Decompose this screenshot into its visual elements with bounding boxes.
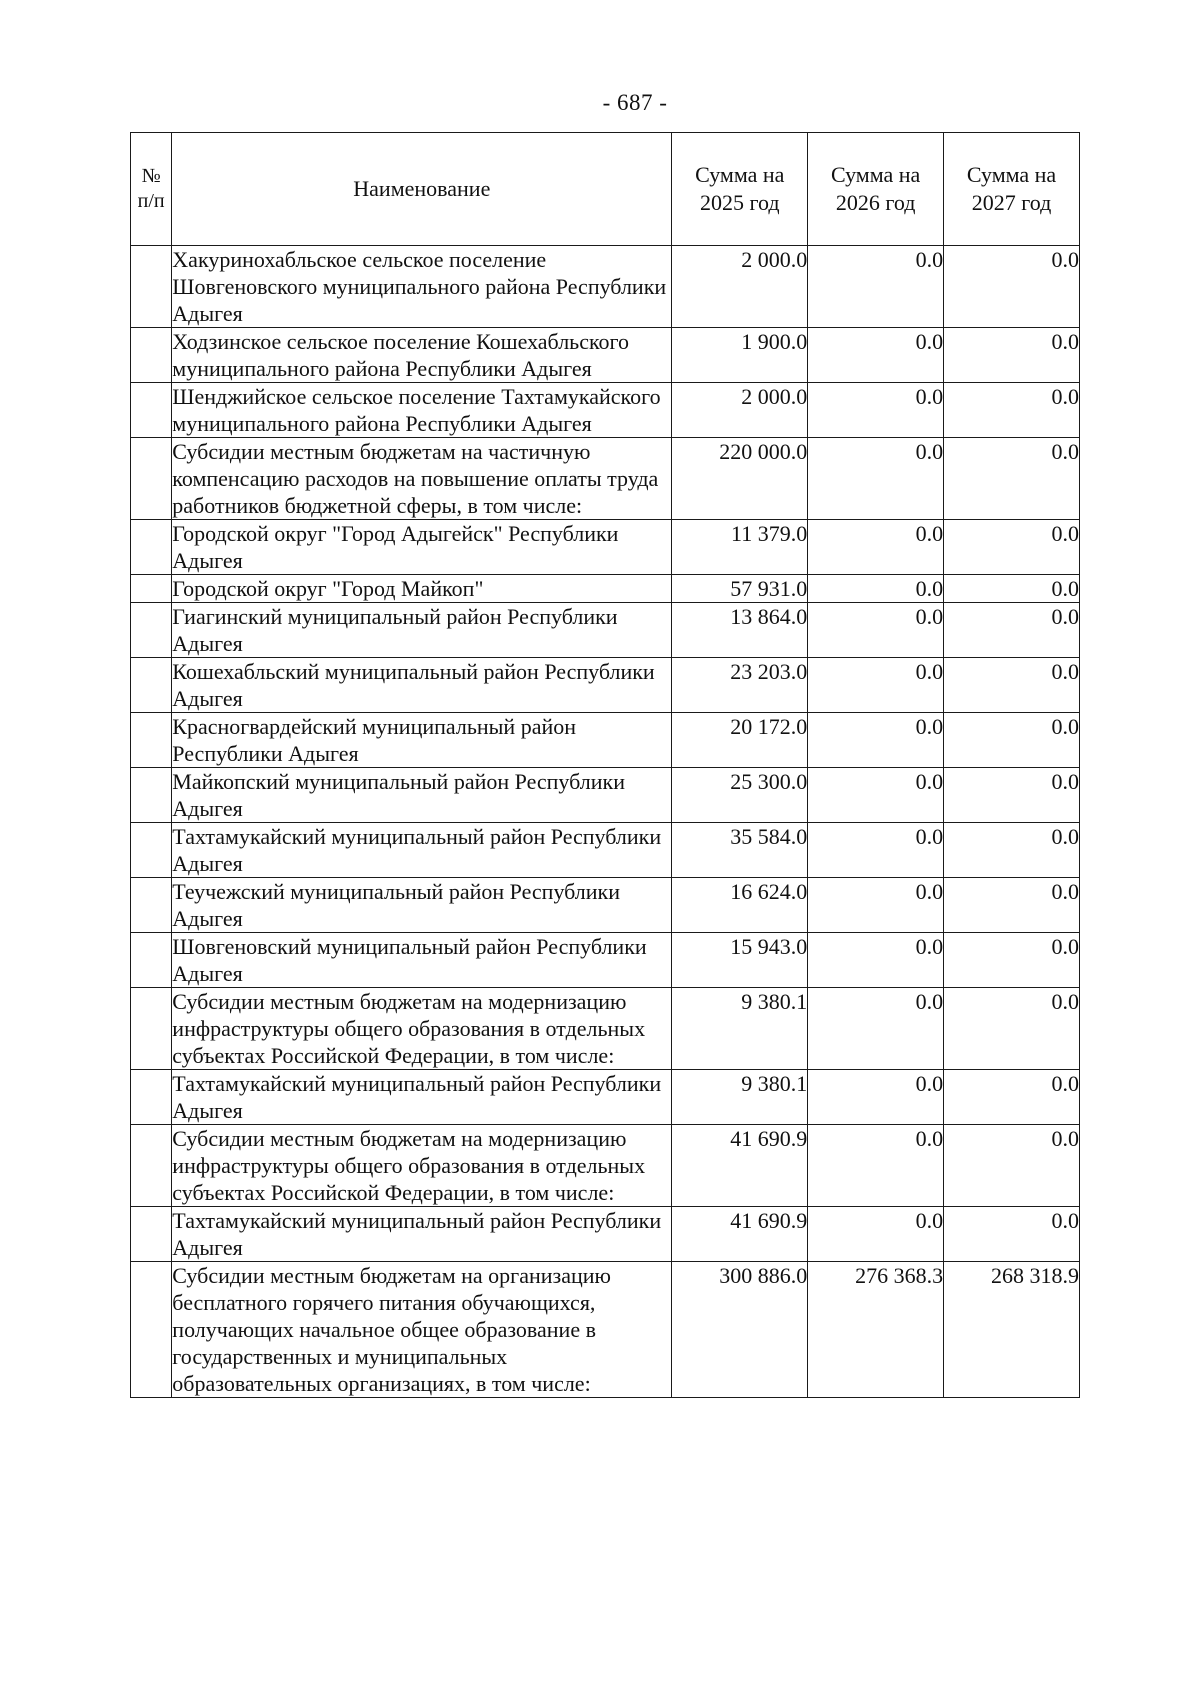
row-name-cell: Теучежский муниципальный район Республики Адыгея — [172, 878, 672, 933]
row-number-cell — [131, 520, 172, 575]
row-amount-2027: 0.0 — [944, 823, 1080, 878]
row-name-cell: Субсидии местным бюджетам на модернизацию инфраструктуры общего образования в отдельных субъектах Российской Федерации, в том числе: — [172, 1125, 672, 1207]
row-amount-2027: 0.0 — [944, 658, 1080, 713]
row-amount-2025: 20 172.0 — [672, 713, 808, 768]
row-amount-2026: 0.0 — [808, 658, 944, 713]
row-amount-2026: 0.0 — [808, 713, 944, 768]
row-amount-2025: 220 000.0 — [672, 438, 808, 520]
page-number: - 687 - — [602, 90, 668, 115]
row-amount-2026: 0.0 — [808, 1070, 944, 1125]
table-row — [131, 823, 1080, 878]
row-number-cell — [131, 1207, 172, 1262]
row-number-cell — [131, 768, 172, 823]
row-number-cell — [131, 713, 172, 768]
row-number-cell — [131, 1070, 172, 1125]
header-2026: Сумма на 2026 год — [808, 133, 944, 246]
row-number-cell — [131, 246, 172, 328]
table-row — [131, 768, 1080, 823]
header-2027: Сумма на 2027 год — [944, 133, 1080, 246]
row-amount-2027: 0.0 — [944, 768, 1080, 823]
row-number-cell — [131, 575, 172, 603]
row-amount-2027: 0.0 — [944, 713, 1080, 768]
row-name-cell: Субсидии местным бюджетам на частичную компенсацию расходов на повышение оплаты труда работников бюджетной сферы, в том числе: — [172, 438, 672, 520]
row-amount-2027: 0.0 — [944, 438, 1080, 520]
row-amount-2027: 0.0 — [944, 328, 1080, 383]
row-name-cell: Городской округ "Город Адыгейск" Республики Адыгея — [172, 520, 672, 575]
row-number-cell — [131, 603, 172, 658]
table-row — [131, 1125, 1080, 1207]
row-number-cell — [131, 1125, 172, 1207]
row-amount-2025: 9 380.1 — [672, 1070, 808, 1125]
row-amount-2027: 0.0 — [944, 933, 1080, 988]
row-name-cell: Тахтамукайский муниципальный район Республики Адыгея — [172, 1070, 672, 1125]
table-row — [131, 438, 1080, 520]
row-amount-2026: 0.0 — [808, 438, 944, 520]
budget-table — [130, 132, 1080, 1398]
table-row — [131, 383, 1080, 438]
row-amount-2026: 0.0 — [808, 575, 944, 603]
row-number-cell — [131, 438, 172, 520]
header-2025: Сумма на 2025 год — [672, 133, 808, 246]
row-amount-2025: 1 900.0 — [672, 328, 808, 383]
row-amount-2025: 11 379.0 — [672, 520, 808, 575]
header-name: Наименование — [172, 133, 672, 246]
row-amount-2026: 0.0 — [808, 1125, 944, 1207]
table-row — [131, 575, 1080, 603]
header-num: № п/п — [131, 133, 172, 246]
row-amount-2026: 0.0 — [808, 933, 944, 988]
row-amount-2025: 15 943.0 — [672, 933, 808, 988]
row-amount-2027: 0.0 — [944, 1070, 1080, 1125]
row-name-cell: Тахтамукайский муниципальный район Республики Адыгея — [172, 823, 672, 878]
row-number-cell — [131, 823, 172, 878]
row-amount-2026: 0.0 — [808, 603, 944, 658]
table-row — [131, 713, 1080, 768]
row-amount-2026: 276 368.3 — [808, 1262, 944, 1398]
row-amount-2026: 0.0 — [808, 988, 944, 1070]
row-amount-2026: 0.0 — [808, 823, 944, 878]
row-amount-2026: 0.0 — [808, 1207, 944, 1262]
row-amount-2027: 0.0 — [944, 575, 1080, 603]
row-number-cell — [131, 658, 172, 713]
table-row — [131, 988, 1080, 1070]
row-amount-2025: 300 886.0 — [672, 1262, 808, 1398]
row-name-cell: Хакуринохабльское сельское поселение Шовгеновского муниципального района Республики Адыгея — [172, 246, 672, 328]
table-row — [131, 246, 1080, 328]
row-name-cell: Шовгеновский муниципальный район Республики Адыгея — [172, 933, 672, 988]
row-amount-2025: 25 300.0 — [672, 768, 808, 823]
row-name-cell: Майкопский муниципальный район Республики Адыгея — [172, 768, 672, 823]
row-amount-2027: 0.0 — [944, 1207, 1080, 1262]
row-name-cell: Кошехабльский муниципальный район Республики Адыгея — [172, 658, 672, 713]
table-body — [131, 246, 1080, 1398]
table-header — [131, 133, 1080, 246]
table-row — [131, 520, 1080, 575]
row-amount-2025: 16 624.0 — [672, 878, 808, 933]
row-amount-2027: 268 318.9 — [944, 1262, 1080, 1398]
row-amount-2027: 0.0 — [944, 878, 1080, 933]
row-amount-2025: 23 203.0 — [672, 658, 808, 713]
header-row — [131, 133, 1080, 246]
row-name-cell: Гиагинский муниципальный район Республики Адыгея — [172, 603, 672, 658]
row-name-cell: Шенджийское сельское поселение Тахтамукайского муниципального района Республики Адыгея — [172, 383, 672, 438]
row-number-cell — [131, 933, 172, 988]
row-amount-2027: 0.0 — [944, 246, 1080, 328]
row-name-cell: Красногвардейский муниципальный район Республики Адыгея — [172, 713, 672, 768]
row-number-cell — [131, 878, 172, 933]
row-amount-2025: 2 000.0 — [672, 246, 808, 328]
row-name-cell: Субсидии местным бюджетам на организацию бесплатного горячего питания обучающихся, получающих начальное общее образование в государственных и муниципальных образовательных организациях, в том числе: — [172, 1262, 672, 1398]
table-row — [131, 1207, 1080, 1262]
row-amount-2027: 0.0 — [944, 383, 1080, 438]
row-amount-2025: 35 584.0 — [672, 823, 808, 878]
row-number-cell — [131, 1262, 172, 1398]
table-row — [131, 328, 1080, 383]
row-amount-2025: 57 931.0 — [672, 575, 808, 603]
row-amount-2026: 0.0 — [808, 520, 944, 575]
row-amount-2026: 0.0 — [808, 246, 944, 328]
row-number-cell — [131, 988, 172, 1070]
row-amount-2027: 0.0 — [944, 603, 1080, 658]
row-name-cell: Субсидии местным бюджетам на модернизацию инфраструктуры общего образования в отдельных субъектах Российской Федерации, в том числе: — [172, 988, 672, 1070]
row-amount-2026: 0.0 — [808, 328, 944, 383]
row-amount-2026: 0.0 — [808, 878, 944, 933]
row-name-cell: Ходзинское сельское поселение Кошехабльского муниципального района Республики Адыгея — [172, 328, 672, 383]
row-amount-2026: 0.0 — [808, 383, 944, 438]
row-number-cell — [131, 328, 172, 383]
table-row — [131, 1070, 1080, 1125]
row-amount-2025: 2 000.0 — [672, 383, 808, 438]
table-row — [131, 933, 1080, 988]
row-amount-2025: 13 864.0 — [672, 603, 808, 658]
row-name-cell: Тахтамукайский муниципальный район Республики Адыгея — [172, 1207, 672, 1262]
table-row — [131, 658, 1080, 713]
row-amount-2025: 41 690.9 — [672, 1125, 808, 1207]
table-row — [131, 603, 1080, 658]
row-amount-2025: 41 690.9 — [672, 1207, 808, 1262]
row-amount-2025: 9 380.1 — [672, 988, 808, 1070]
row-amount-2026: 0.0 — [808, 768, 944, 823]
row-amount-2027: 0.0 — [944, 1125, 1080, 1207]
row-name-cell: Городской округ "Город Майкоп" — [172, 575, 672, 603]
row-number-cell — [131, 383, 172, 438]
table-row — [131, 878, 1080, 933]
row-amount-2027: 0.0 — [944, 988, 1080, 1070]
row-amount-2027: 0.0 — [944, 520, 1080, 575]
table-row — [131, 1262, 1080, 1398]
